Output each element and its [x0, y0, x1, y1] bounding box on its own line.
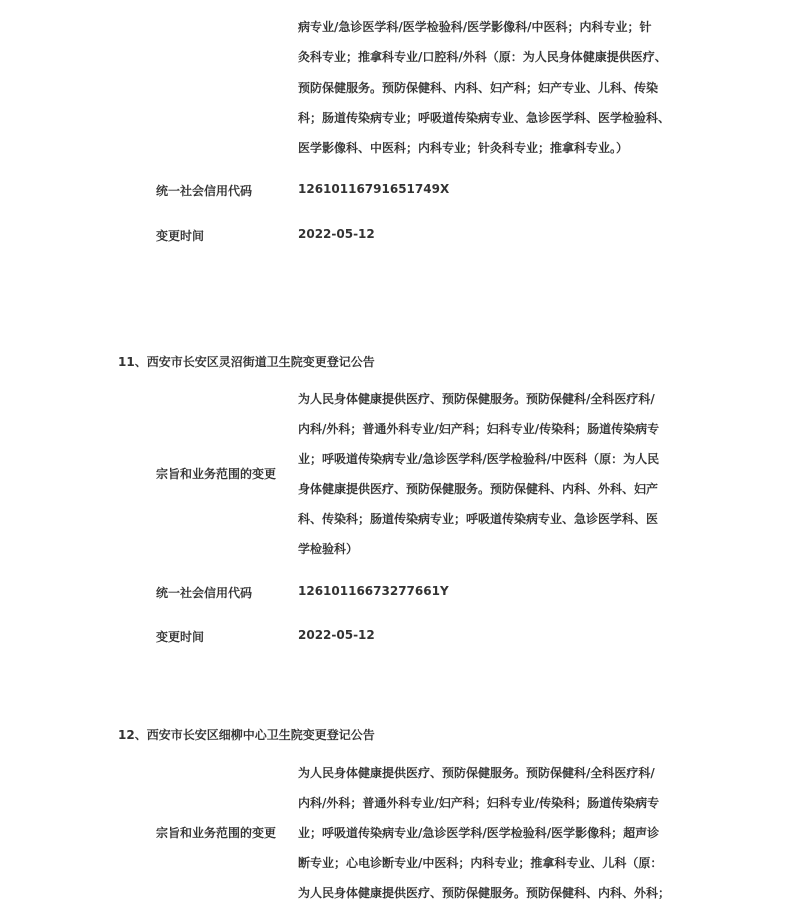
scope-line: 预防保健服务。预防保健科、内科、妇产科；妇产专业、儿科、传染 — [298, 81, 659, 95]
scope-change-label: 宗旨和业务范围的变更 — [156, 467, 277, 481]
change-date-value: 2022-05-12 — [298, 227, 375, 241]
scope-line: 为人民身体健康提供医疗、预防保健服务。预防保健科、内科、外科； — [298, 886, 671, 900]
scope-line: 业；呼吸道传染病专业/急诊医学科/医学检验科/中医科（原：为人民 — [298, 452, 660, 466]
credit-code-label: 统一社会信用代码 — [156, 184, 253, 198]
scope-line: 内科/外科；普通外科专业/妇产科；妇科专业/传染科；肠道传染病专 — [298, 796, 660, 810]
scope-line: 医学影像科、中医科；内科专业；针灸科专业；推拿科专业。） — [298, 141, 629, 155]
scope-line: 为人民身体健康提供医疗、预防保健服务。预防保健科/全科医疗科/ — [298, 766, 655, 780]
change-date-label: 变更时间 — [156, 630, 205, 644]
notice-title: 11、西安市长安区灵沼街道卫生院变更登记公告 — [118, 355, 375, 369]
scope-line: 科、传染科；肠道传染病专业；呼吸道传染病专业、急诊医学科、医 — [298, 512, 659, 526]
credit-code-value: 12610116791651749X — [298, 182, 450, 196]
scope-line: 病专业/急诊医学科/医学检验科/医学影像科/中医科；内科专业；针 — [298, 20, 652, 34]
scope-line: 业；呼吸道传染病专业/急诊医学科/医学检验科/医学影像科；超声诊 — [298, 826, 660, 840]
change-date-value: 2022-05-12 — [298, 628, 375, 642]
scope-line: 灸科专业；推拿科专业/口腔科/外科（原：为人民身体健康提供医疗、 — [298, 50, 667, 64]
scope-line: 身体健康提供医疗、预防保健服务。预防保健科、内科、外科、妇产 — [298, 482, 659, 496]
scope-line: 为人民身体健康提供医疗、预防保健服务。预防保健科/全科医疗科/ — [298, 392, 655, 406]
notice-title: 12、西安市长安区细柳中心卫生院变更登记公告 — [118, 728, 375, 742]
scope-change-label: 宗旨和业务范围的变更 — [156, 826, 277, 840]
scope-line: 内科/外科；普通外科专业/妇产科；妇科专业/传染科；肠道传染病专 — [298, 422, 660, 436]
scope-line: 学检验科） — [298, 542, 359, 556]
scope-line: 科；肠道传染病专业；呼吸道传染病专业、急诊医学科、医学检验科、 — [298, 111, 671, 125]
change-date-label: 变更时间 — [156, 229, 205, 243]
scope-line: 断专业；心电诊断专业/中医科；内科专业；推拿科专业、儿科（原： — [298, 856, 663, 870]
credit-code-value: 12610116673277661Y — [298, 584, 449, 598]
credit-code-label: 统一社会信用代码 — [156, 586, 253, 600]
